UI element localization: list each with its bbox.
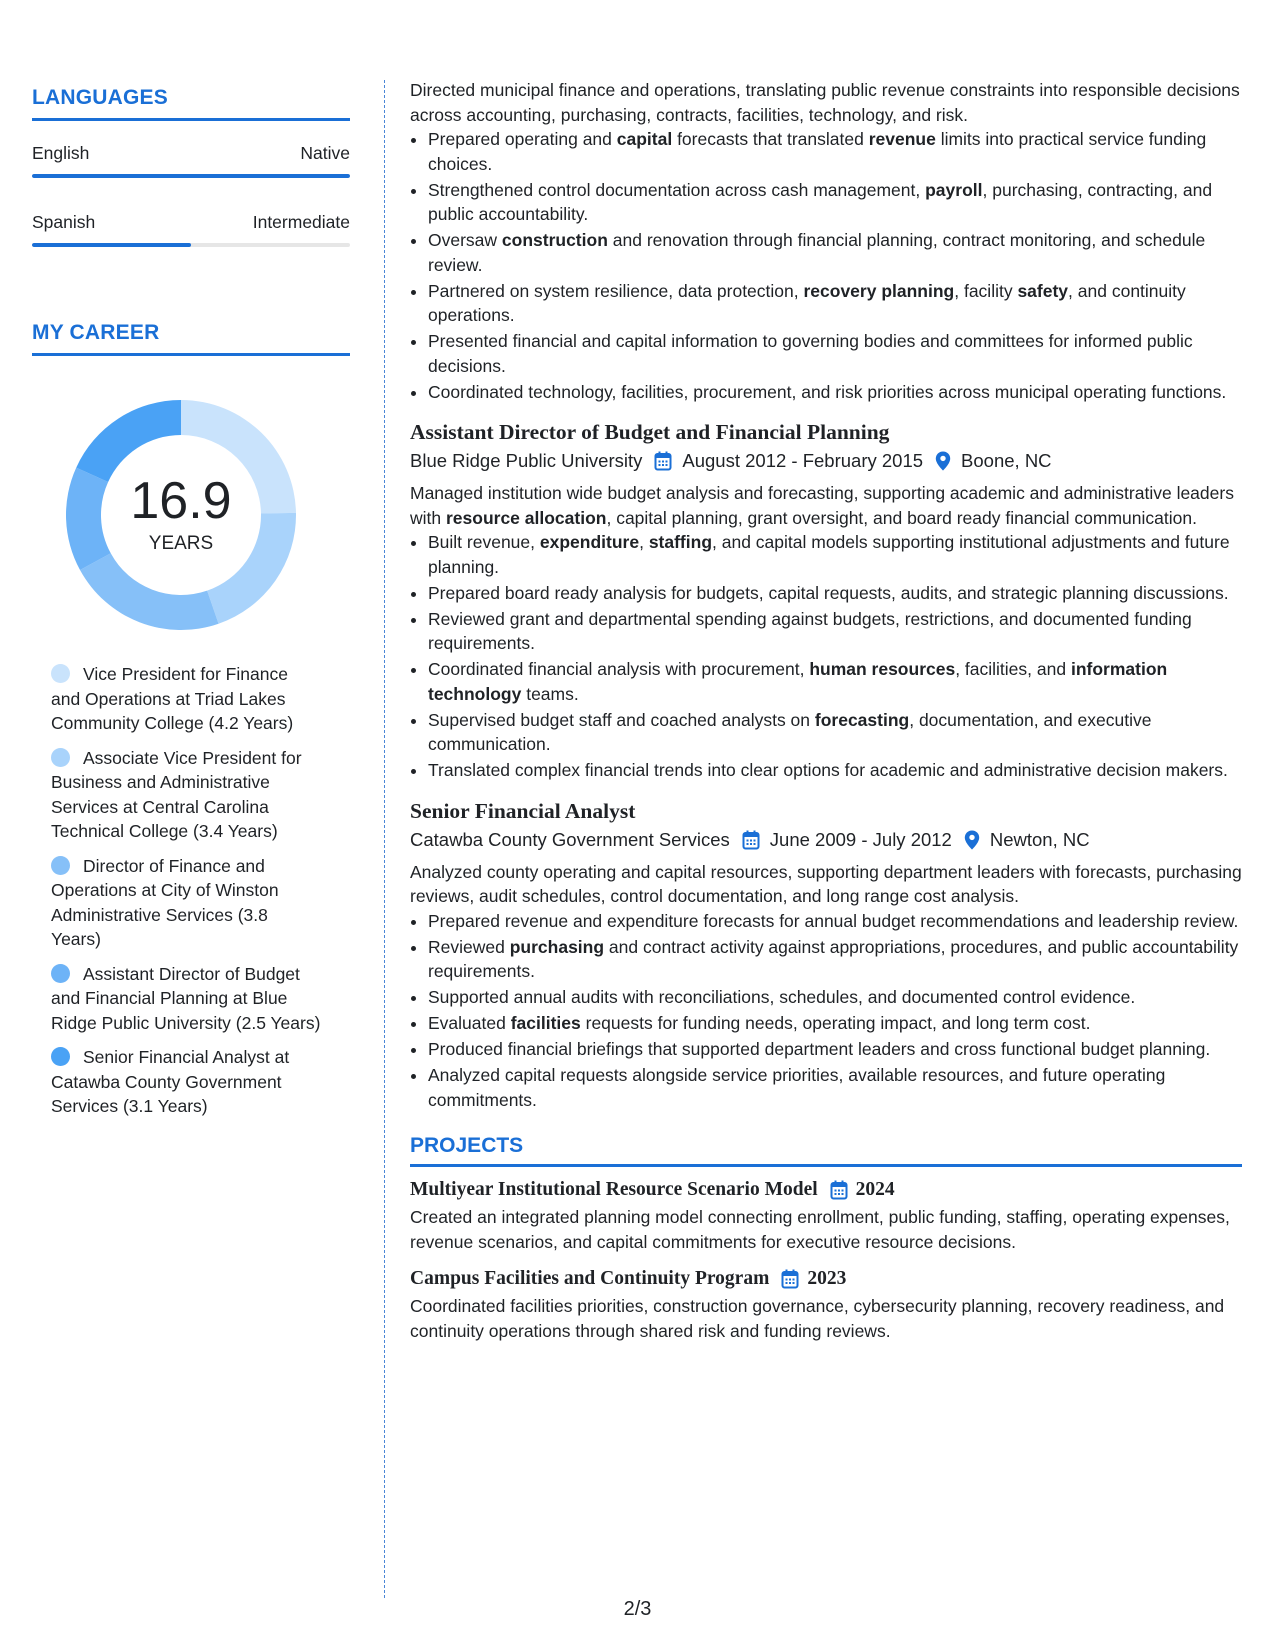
continued-job [410, 78, 1242, 404]
career-donut-chart [66, 400, 296, 630]
job-entry [410, 799, 1242, 1113]
language-name: Spanish [32, 212, 96, 232]
job-dates: August 2012 - February 2015 [682, 450, 924, 471]
legend-swatch [51, 1047, 70, 1066]
legend-item [51, 1045, 321, 1119]
job-title: Senior Financial Analyst [410, 798, 636, 823]
project-item [410, 1268, 1242, 1343]
bullet-item: • Prepared board ready analysis for budgets, capital requests, audits, and strategic planning discussions. [428, 581, 1242, 606]
job-bullets [410, 909, 1242, 1113]
total-years-value: 16.9 [130, 472, 232, 530]
calendar-icon [781, 1269, 799, 1289]
career-heading: MY CAREER [32, 321, 160, 344]
job-organization: Blue Ridge Public University [410, 450, 643, 471]
language-proficiency-bar [32, 243, 350, 247]
legend-swatch [51, 964, 70, 983]
projects-rule [410, 1164, 1242, 1167]
project-title: Multiyear Institutional Resource Scenario Model [410, 1179, 818, 1200]
bullet-item: • Oversaw construction and renovation through financial planning, contract monitoring, and schedule review. [428, 228, 1242, 277]
job-meta [410, 829, 1242, 851]
legend-item [51, 962, 321, 1036]
projects-heading: PROJECTS [410, 1134, 524, 1157]
job-bullets [410, 530, 1242, 783]
project-item [410, 1179, 1242, 1254]
language-level: Native [300, 143, 350, 163]
sidebar [32, 86, 350, 1129]
legend-item [51, 854, 321, 952]
job-summary: Analyzed county operating and capital resources, supporting department leaders with forecasts, purchasing reviews, audit schedules, control documentation, and long range cost analysis. [410, 861, 1242, 906]
bullet-item: • Supported annual audits with reconciliations, schedules, and documented control evidence. [428, 985, 1242, 1010]
bullet-item: • Coordinated financial analysis with procurement, human resources, facilities, and information technology teams. [428, 657, 1242, 706]
legend-swatch [51, 748, 70, 767]
legend-label: Vice President for Finance and Operations at Triad Lakes Community College (4.2 Years) [51, 664, 294, 733]
job-summary: Managed institution wide budget analysis and forecasting, supporting academic and administrative leaders with resource allocation, capital planning, grant oversight, and board ready financial communication. [410, 483, 1234, 528]
legend-label: Senior Financial Analyst at Catawba County Government Services (3.1 Years) [51, 1047, 290, 1116]
bullet-item: • Prepared operating and capital forecasts that translated revenue limits into practical service funding choices. [428, 127, 1242, 176]
language-item [32, 143, 350, 178]
languages-heading: LANGUAGES [32, 86, 168, 109]
job-organization: Catawba County Government Services [410, 828, 730, 850]
career-rule [32, 353, 350, 356]
bullet-item: • Strengthened control documentation across cash management, payroll, purchasing, contracting, and public accountability. [428, 178, 1242, 227]
location-pin-icon [935, 451, 951, 471]
legend-label: Director of Finance and Operations at City of Winston Administrative Services (3.8 Years) [51, 855, 279, 949]
location-pin-icon [964, 830, 980, 850]
legend-label: Associate Vice President for Business and Administrative Services at Central Carolina Technical College (3.4 Years) [51, 747, 302, 841]
project-title: Campus Facilities and Continuity Program [410, 1268, 770, 1289]
bullet-item: • Reviewed grant and departmental spending against budgets, restrictions, and documented funding requirements. [428, 607, 1242, 656]
language-proficiency-bar [32, 174, 350, 178]
total-years-label: YEARS [148, 533, 214, 554]
legend-label: Assistant Director of Budget and Financial Planning at Blue Ridge Public University (2.5 Years) [51, 963, 321, 1033]
legend-swatch [51, 856, 70, 875]
language-item [32, 212, 350, 247]
legend-swatch [51, 664, 70, 683]
language-proficiency-fill [32, 174, 350, 178]
bullet-item: • Prepared revenue and expenditure forecasts for annual budget recommendations and leadership review. [428, 909, 1242, 934]
job-dates: June 2009 - July 2012 [769, 828, 952, 850]
bullet-item: • Reviewed purchasing and contract activity against appropriations, procedures, and public accountability requirements. [428, 935, 1242, 984]
project-year: 2023 [807, 1268, 847, 1289]
bullet-item: • Partnered on system resilience, data protection, recovery planning, facility safety, and continuity operations. [428, 279, 1242, 328]
legend-item [51, 746, 321, 844]
project-description: Created an integrated planning model connecting enrollment, public funding, staffing, operating expenses, revenue scenarios, and capital commitments for executive resource decisions. [410, 1207, 1230, 1252]
bullet-item: • Presented financial and capital information to governing bodies and committees for informed public decisions. [428, 329, 1242, 378]
bullet-item: • Translated complex financial trends into clear options for academic and administrative decision makers. [428, 758, 1242, 783]
languages-rule [32, 118, 350, 121]
job-meta [410, 450, 1242, 472]
bullet-item: • Analyzed capital requests alongside service priorities, available resources, and future operating commitments. [428, 1063, 1242, 1112]
job-entry [410, 420, 1242, 783]
calendar-icon [654, 451, 672, 471]
project-description: Coordinated facilities priorities, construction governance, cybersecurity planning, recovery readiness, and continuity operations through shared risk and funding reviews. [410, 1296, 1225, 1341]
bullet-item: • Produced financial briefings that supported department leaders and cross functional budget planning. [428, 1037, 1242, 1062]
page-number: 2/3 [623, 1598, 652, 1620]
career-legend [32, 662, 350, 1119]
legend-item [51, 662, 321, 736]
job-bullets [410, 127, 1242, 404]
job-title: Assistant Director of Budget and Financial Planning [410, 420, 890, 444]
main-column [410, 78, 1242, 1343]
job-location: Boone, NC [961, 450, 1052, 471]
bullet-item: • Coordinated technology, facilities, procurement, and risk priorities across municipal operating functions. [428, 380, 1242, 405]
language-level: Intermediate [252, 212, 350, 232]
calendar-icon [830, 1180, 848, 1200]
column-divider [384, 80, 385, 1598]
job-summary: Directed municipal finance and operations, translating public revenue constraints into responsible decisions across accounting, purchasing, contracts, facilities, technology, and risk. [410, 80, 1240, 125]
bullet-item: • Supervised budget staff and coached analysts on forecasting, documentation, and executive communication. [428, 708, 1242, 757]
language-name: English [32, 143, 90, 163]
bullet-item: • Evaluated facilities requests for funding needs, operating impact, and long term cost. [428, 1011, 1242, 1036]
calendar-icon [742, 830, 760, 850]
language-proficiency-fill [32, 243, 191, 247]
job-location: Newton, NC [989, 828, 1090, 850]
bullet-item: • Built revenue, expenditure, staffing, and capital models supporting institutional adjustments and future planning. [428, 530, 1242, 579]
project-year: 2024 [855, 1179, 895, 1200]
